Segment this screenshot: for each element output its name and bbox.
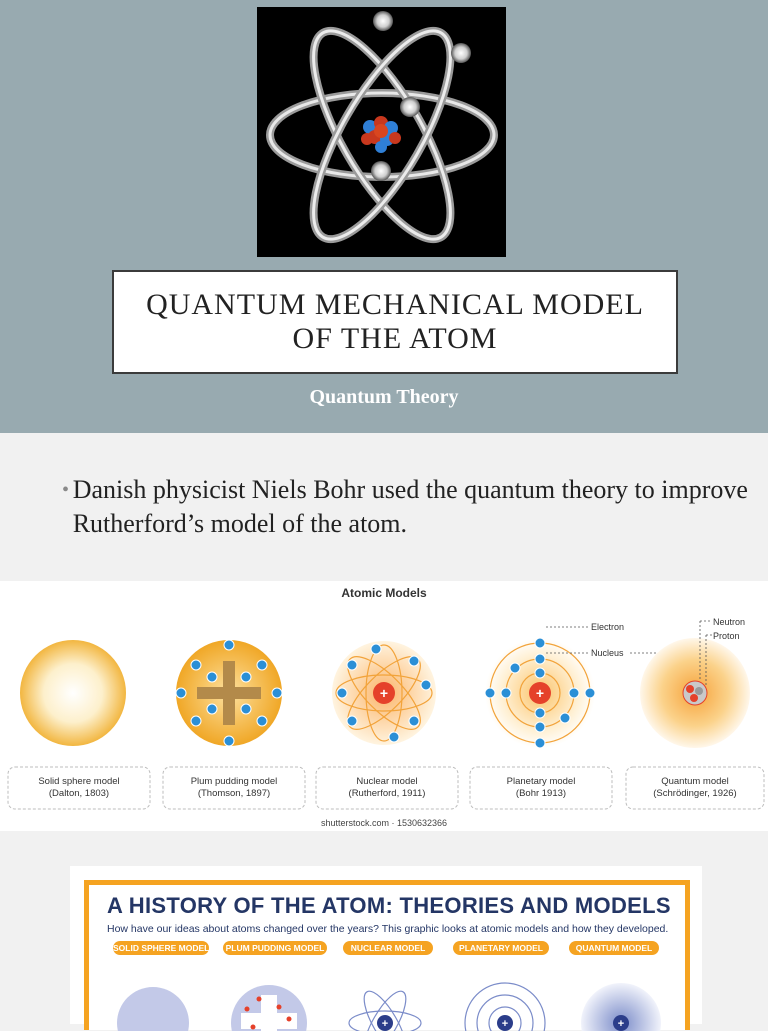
model-1-name: Solid sphere model — [38, 776, 120, 787]
slide-subtitle: Quantum Theory — [309, 386, 459, 408]
pill-quantum: QUANTUM MODEL — [569, 941, 659, 955]
atomic-models-graphic — [0, 581, 768, 831]
svg-text:+: + — [535, 685, 545, 701]
pill-plum-pudding: PLUM PUDDING MODEL — [223, 941, 327, 955]
pill-solid-sphere: SOLID SPHERE MODEL — [113, 943, 210, 953]
svg-text:+: + — [381, 1018, 389, 1030]
model-2-credit: (Thomson, 1897) — [197, 788, 271, 799]
history-title: A HISTORY OF THE ATOM: THEORIES AND MODELS — [107, 893, 671, 918]
nuclear-model-graphic — [332, 641, 436, 745]
model-4-credit: (Bohr 1913) — [515, 788, 567, 799]
pill-planetary: PLANETARY MODEL — [453, 941, 549, 955]
history-models-graphic — [89, 961, 685, 1031]
proton-label: Proton — [713, 631, 740, 641]
model-3-credit: (Rutherford, 1911) — [348, 788, 426, 799]
bullet-item — [62, 473, 752, 541]
pill-nuclear: NUCLEAR MODEL — [343, 941, 433, 955]
title-slide — [0, 0, 768, 433]
bullet-slide — [0, 433, 768, 581]
svg-text:+: + — [501, 1018, 509, 1030]
atomic-models-title: Atomic Models — [341, 586, 427, 600]
svg-text:+: + — [379, 685, 389, 701]
bullet-icon: • — [62, 479, 70, 501]
atom-orbits-graphic — [257, 7, 506, 257]
model-5-name: Quantum model — [661, 776, 729, 787]
model-3-name: Nuclear model — [356, 776, 418, 787]
history-subtitle: How have our ideas about atoms changed over the years? This graphic looks at atomic models and how they developed. — [107, 923, 669, 935]
electron-label: Electron — [591, 622, 625, 632]
plum-pudding-graphic — [176, 640, 282, 746]
nucleus-label: Nucleus — [591, 648, 624, 658]
model-4-name: Planetary model — [506, 776, 576, 787]
model-5-credit: (Schrödinger, 1926) — [653, 788, 737, 799]
history-figure — [84, 880, 690, 1030]
model-1-credit: (Dalton, 1803) — [48, 788, 110, 799]
quantum-model-graphic — [640, 617, 750, 748]
atomic-models-figure — [0, 581, 768, 831]
atom-illustration — [257, 7, 506, 257]
slide-title: QUANTUM MECHANICAL MODEL OF THE ATOM — [146, 288, 644, 355]
solid-sphere-graphic — [20, 640, 126, 746]
watermark: shutterstock.com · 1530632366 — [320, 818, 448, 828]
model-2-name: Plum pudding model — [190, 776, 278, 787]
title-box — [112, 270, 678, 374]
bullet-text: Danish physicist Niels Bohr used the quantum theory to improve Rutherford’s model of the atom. — [72, 475, 748, 538]
svg-text:+: + — [617, 1018, 625, 1030]
neutron-label: Neutron — [713, 617, 746, 627]
